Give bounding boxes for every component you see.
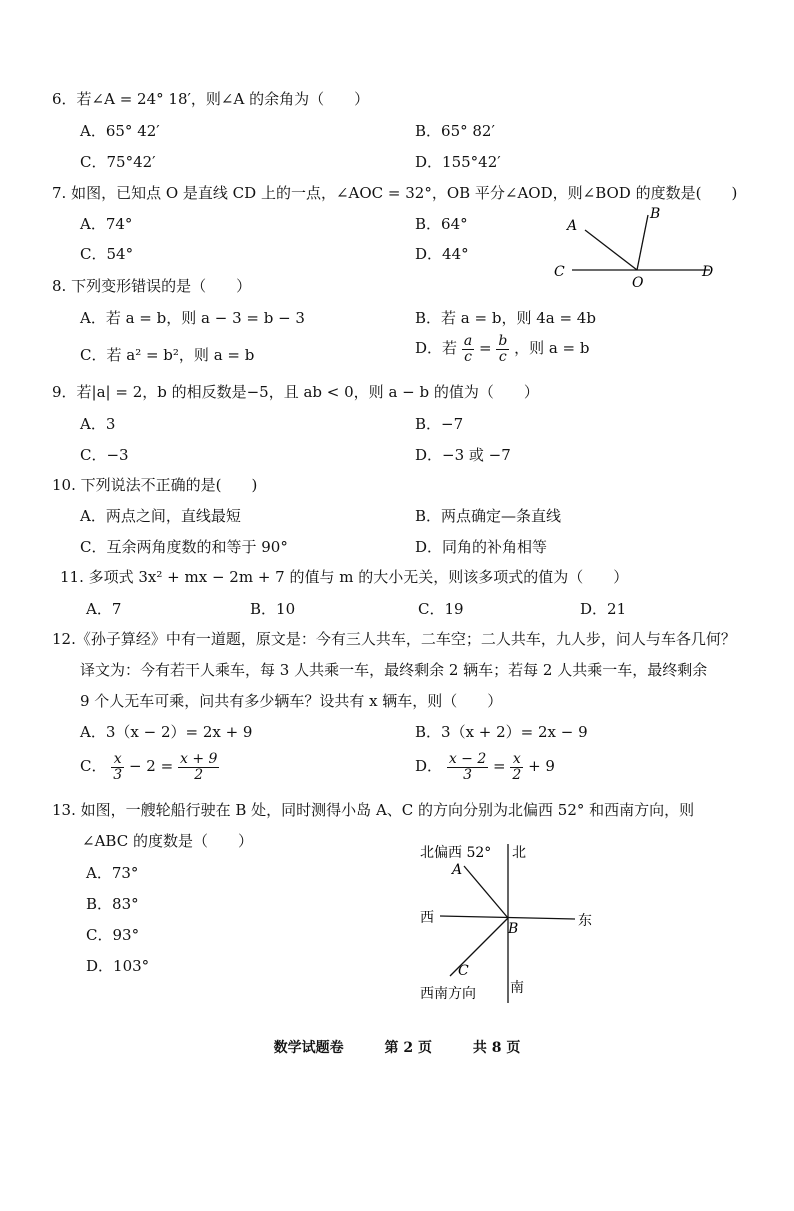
point-d-label: D (702, 264, 714, 280)
q12-d-fraction-1 (447, 752, 488, 782)
q10-option-b: B．两点确定—条直线 (415, 507, 562, 525)
question-8-stem: 8. 下列变形错误的是（ ） (52, 277, 252, 295)
q10-option-a: A．两点之间，直线最短 (80, 507, 241, 525)
q13-option-c: C．93° (86, 926, 140, 944)
q11-option-d: D．21 (580, 600, 627, 618)
q13-option-a: A．73° (86, 864, 139, 882)
page-footer (0, 1037, 794, 1057)
q9-option-b: B．−7 (415, 415, 464, 433)
fraction-numerator: x − 2 (448, 751, 487, 767)
ray-ba (464, 866, 508, 918)
point-c-label: C (554, 264, 565, 280)
footer-total-pages: 共 8 页 (472, 1040, 521, 1056)
question-12-line-1: 12.《孙子算经》中有一道题，原文是：今有三人共车，二车空；二人共车，九人步，问人与车各几何？ (52, 630, 736, 648)
fraction-denominator: 2 (194, 766, 204, 783)
q7-option-d: D．44° (415, 245, 469, 263)
q7-option-b: B．64° (415, 215, 468, 233)
q11-option-c: C．19 (418, 600, 464, 618)
west-label: 西 (420, 910, 434, 926)
q12-d-fraction-2 (510, 752, 523, 782)
question-12-line-2: 译文为：今有若干人乘车，每 3 人共乘一车，最终剩余 2 辆车；若每 2 人共乘一车，最终剩余 (80, 661, 708, 679)
fraction-numerator: x (111, 752, 124, 768)
footer-page-number: 第 2 页 (384, 1040, 432, 1056)
question-10-stem: 10. 下列说法不正确的是( ) (52, 476, 258, 494)
q12-option-a: A．3（x − 2）= 2x + 9 (80, 723, 253, 741)
ray-oa (585, 230, 637, 270)
q7-option-c: C．54° (80, 245, 134, 263)
q6-option-a: A．65° 42′ (80, 122, 160, 140)
q8-option-c: C．若 a² = b²，则 a = b (80, 346, 255, 364)
question-6-stem: 6．若∠A = 24° 18′，则∠A 的余角为（ ） (52, 90, 370, 108)
q12-d-middle: = (493, 757, 506, 776)
q6-option-d: D．155°42′ (415, 153, 501, 171)
point-a-label: A (452, 862, 463, 878)
north-label: 北 (512, 845, 526, 861)
point-c-label: C (458, 963, 469, 979)
fraction-denominator: 2 (512, 766, 522, 783)
question-11-stem: 11. 多项式 3x² + mx − 2m + 7 的值与 m 的大小无关，则该多项式的值为（ ） (60, 568, 629, 586)
q8-d-fraction-a-over-c (462, 334, 474, 364)
q12-c-middle: − 2 = (128, 757, 174, 776)
point-b-label: B (508, 921, 519, 937)
q8-d-suffix: ，则 a = b (514, 339, 590, 358)
q11-option-b: B．10 (250, 600, 296, 618)
q10-option-c: C．互余两角度数的和等于 90° (80, 538, 288, 556)
q9-option-d: D．−3 或 −7 (415, 446, 511, 464)
q10-option-d: D．同角的补角相等 (415, 538, 548, 556)
fraction-denominator: 3 (113, 766, 123, 783)
question-13-line-2: ∠ABC 的度数是（ ） (82, 832, 253, 850)
fraction-numerator: a (463, 333, 473, 349)
point-b-label: B (650, 206, 661, 222)
ray-ob (637, 215, 648, 270)
question-9-stem: 9．若|a| = 2，b 的相反数是−5，且 ab < 0，则 a − b 的值为（ ） (52, 383, 539, 401)
q8-d-fraction-b-over-c (496, 334, 509, 364)
point-a-label: A (567, 218, 578, 234)
q12-c-fraction-1 (111, 752, 124, 782)
q7-option-a: A．74° (80, 215, 133, 233)
fraction-denominator: 3 (463, 766, 472, 783)
fraction-denominator: c (498, 348, 507, 365)
q13-option-b: B．83° (86, 895, 139, 913)
question-12-line-3: 9 个人无车可乘，问共有多少辆车？设共有 x 辆车，则（ ） (80, 692, 503, 710)
q12-d-suffix: + 9 (528, 757, 555, 776)
east-label: 东 (578, 913, 592, 929)
q13-option-d: D．103° (86, 957, 150, 975)
q8-d-equals: = (478, 339, 492, 358)
q12-option-c (80, 752, 219, 782)
fraction-numerator: x (510, 752, 523, 768)
q12-option-d (415, 752, 555, 782)
q12-c-prefix: C． (80, 757, 107, 776)
q9-option-c: C．−3 (80, 446, 129, 464)
q6-option-b: B．65° 82′ (415, 122, 495, 140)
q8-option-d (415, 334, 589, 364)
q12-option-b: B．3（x + 2）= 2x − 9 (415, 723, 588, 741)
q12-c-fraction-2 (178, 752, 219, 782)
fraction-numerator: b (498, 333, 508, 349)
q6-option-c: C．75°42′ (80, 153, 156, 171)
q8-d-prefix: D．若 (415, 339, 458, 358)
question-7-stem: 7. 如图，已知点 O 是直线 CD 上的一点，∠AOC = 32°，OB 平分∠AOD，则∠BOD 的度数是( ) (52, 184, 738, 202)
south-west-label: 西南方向 (420, 986, 476, 1002)
point-o-label: O (632, 275, 644, 291)
fraction-denominator: c (464, 348, 472, 365)
q11-option-a: A．7 (86, 600, 122, 618)
question-13-line-1: 13. 如图，一艘轮船行驶在 B 处，同时测得小岛 A、C 的方向分别为北偏西 52° 和西南方向，则 (52, 801, 695, 819)
south-label: 南 (510, 980, 524, 996)
footer-subject: 数学试题卷 (273, 1040, 344, 1056)
q8-option-b: B．若 a = b，则 4a = 4b (415, 309, 596, 327)
q12-d-prefix: D． (415, 757, 443, 776)
north-west-52-label: 北偏西 52° (420, 845, 492, 861)
q8-option-a: A．若 a = b，则 a − 3 = b − 3 (80, 309, 305, 327)
q13-compass-figure (410, 838, 610, 1008)
q9-option-a: A．3 (80, 415, 116, 433)
fraction-numerator: x + 9 (179, 751, 218, 767)
q7-angle-figure (545, 200, 725, 295)
